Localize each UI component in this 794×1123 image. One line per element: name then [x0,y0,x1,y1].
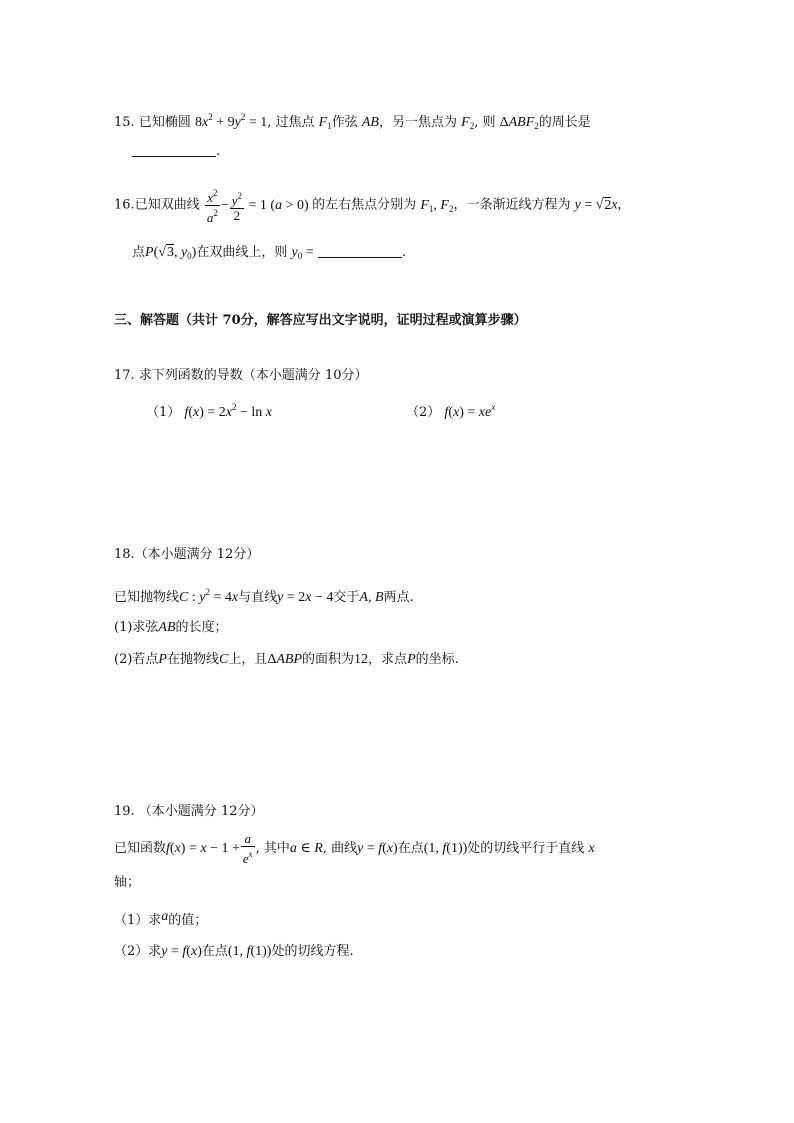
point-1-f1: (1, f(1)) [227,944,272,959]
x-symbol: x [588,841,595,857]
parabola-c: C [219,652,229,667]
question-16-line1: 16.已知双曲线 $\frac{x^2}{a^2}$ − $\frac{y^2}{2}$ = 1 (a > 0) 的左右焦点分别为 $F_1$, $F_2$，一条渐近线方程为 y = √2x, [114,188,622,225]
question-15-line1 [114,108,591,135]
point-1-f1: (1, f(1)) [423,841,468,857]
point-p: P [407,652,416,667]
part-label: （2） [406,405,441,420]
q19-text: 处的切线平行于直线 [467,841,585,857]
question-18-part1 [114,619,228,637]
question-16-line2 [132,244,406,265]
question-19-text-cont: 轴； [114,875,141,890]
q18-part-text: (2)若点 [114,652,159,667]
q19-text: 已知函数 [114,841,167,857]
question-19-part2 [114,943,354,961]
q15-text: , 则 [474,115,496,130]
function-f: f(x) = x − 1 + $\frac{a}{e^x}$ [166,831,253,866]
question-18-title: 18.（本小题满分 12分） [114,547,260,562]
q19-part-text: 在点 [201,944,228,959]
q18-text: 交于 [333,590,360,605]
focus-f2: $F_2$ [461,115,475,131]
q15-text: 已知椭圆 [138,115,191,130]
q18-text: 两点. [383,590,414,605]
q16-end: . [401,245,406,260]
point-p: P(√3, $y_0$) [145,245,197,261]
a-symbol: a [161,909,169,924]
question-18-part2 [114,651,459,669]
answer-blank[interactable] [318,244,402,258]
triangle-abf2: $\Delta ABF_2$ [499,115,539,131]
line-equation: y = 2x − 4 [277,590,334,605]
q16-number: 16. [114,197,135,213]
parabola-equation: C : $y^2 = 4x$ [179,587,239,605]
q18-part-text: 的面积为 [302,652,355,667]
q19-part-text: 的值； [168,913,208,928]
q18-part-text: (1)求弦 [114,620,159,635]
q15-text: , 过焦点 [267,115,315,130]
question-19-part1 [114,908,207,930]
q18-part-text: 在抛物线 [166,652,219,667]
question-17-part2 [406,398,495,422]
q19-part-text: 处的切线方程. [271,944,354,959]
q16-text: 已知双曲线 [134,197,200,213]
triangle-abp: ΔABP [267,652,303,667]
q19-text: , 曲线 [322,841,358,857]
q18-text: 与直线 [238,590,278,605]
question-17-title: 17. 求下列函数的导数（本小题满分 10分） [114,368,368,383]
q19-text: , 其中 [255,841,290,857]
function-1: $f(x) = 2x^2 - \ln x$ [184,402,272,420]
point-p: P [158,652,167,667]
function-2: $f(x) = xe^x$ [444,402,496,420]
foci-f1-f2: $F_1$, $F_2$ [420,197,454,214]
ellipse-equation: $8x^2 + 9y^2 = 1$ [194,112,268,130]
q15-end: . [216,144,221,159]
asymptote-equation: y = √2x [574,197,618,213]
q18-part-text: 的长度； [175,620,228,635]
q16-text: 在双曲线上，则 [196,245,288,260]
q15-text: ，另一焦点为 [378,115,457,130]
question-15-line2 [132,143,220,161]
q19-part-text: （2）求 [114,944,162,959]
chord-ab: AB [158,620,176,635]
question-19-title: 19. （本小题满分 12分） [114,804,264,819]
focus-f1: $F_1$ [318,115,332,131]
points-a-b: A, B [359,590,384,605]
area-value: 12 [354,652,369,667]
answer-blank[interactable] [132,143,216,157]
q15-number: 15. [114,115,135,130]
q15-text: 作弦 [331,115,358,130]
question-18-text [114,583,414,607]
q16-text: 点 [132,245,146,260]
q16-text: 的左右焦点分别为 [312,197,417,213]
chord-ab: AB [361,115,379,130]
hyperbola-equation: $\frac{x^2}{a^2}$ − $\frac{y^2}{2}$ = 1 (a > 0) [206,188,309,225]
part-label: （1） [146,405,181,420]
q15-text: 的周长是 [538,115,591,130]
curve-y: y = f(x) [161,944,202,959]
q18-part-text: ，求点 [368,652,408,667]
q18-part-text: 上，且 [228,652,268,667]
y0-equals: $y_0$ = [291,245,314,261]
curve-y: y = f(x) [357,841,398,857]
question-19-text [114,832,595,866]
q16-text: ，一条渐近线方程为 [453,197,571,213]
q19-text: 在点 [397,841,424,857]
a-in-r: a ∈ R [289,841,323,857]
q18-part-text: 的坐标. [415,652,459,667]
q18-text: 已知抛物线 [114,590,180,605]
section-heading: 三、解答题（共计 70分，解答应写出文字说明，证明过程或演算步骤） [114,313,527,328]
q19-part-text: （1）求 [114,913,162,928]
question-17-part1 [146,398,272,422]
